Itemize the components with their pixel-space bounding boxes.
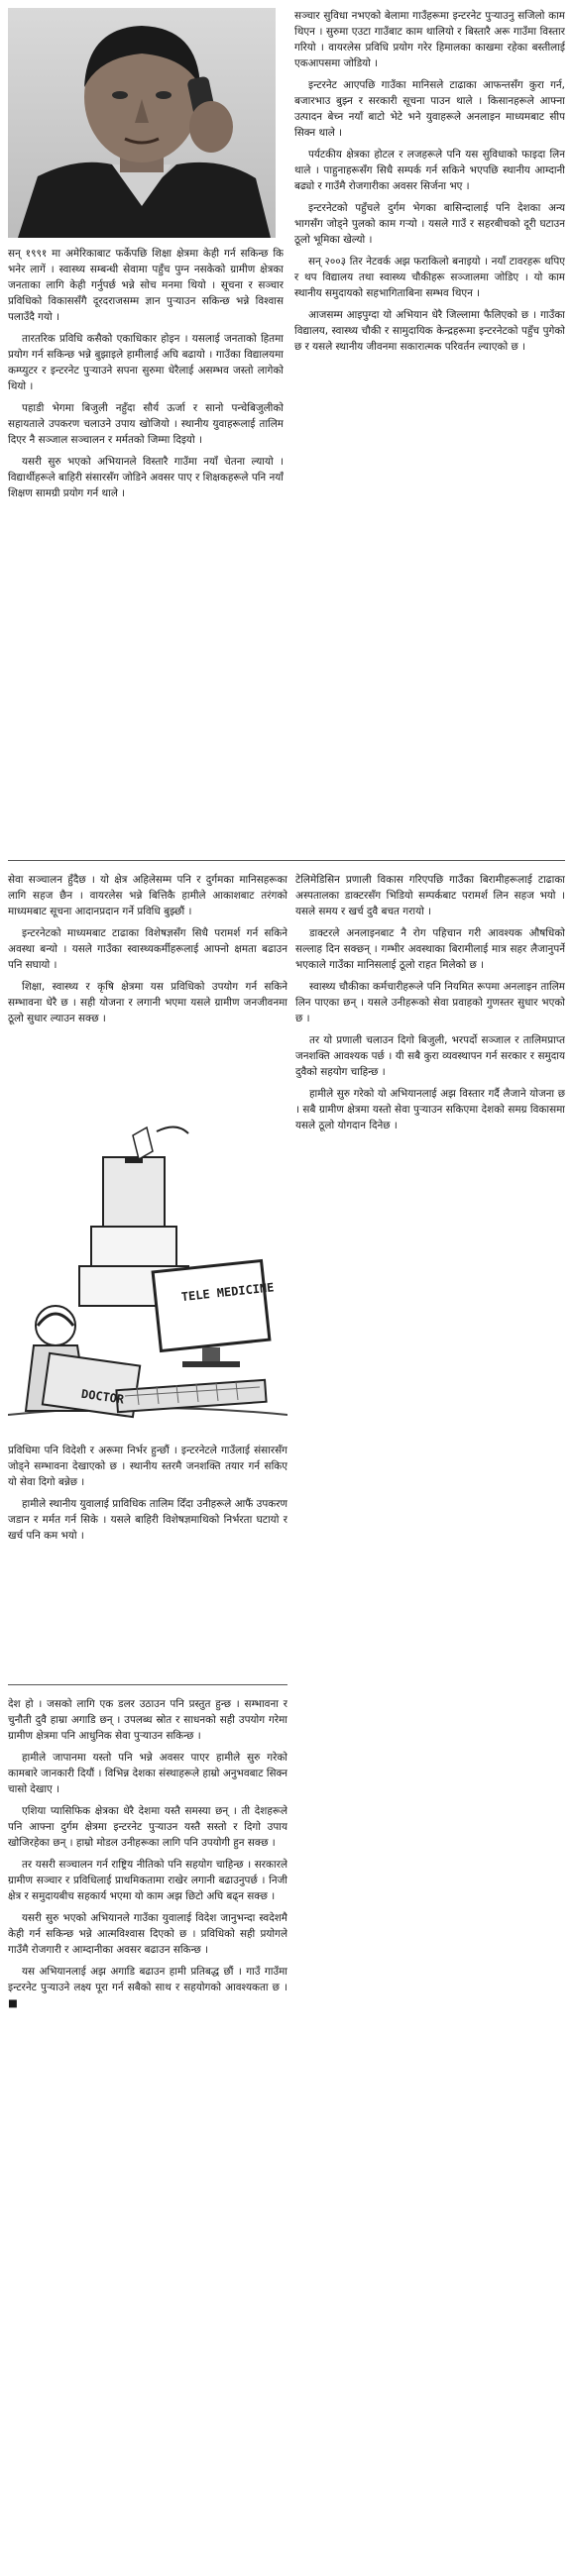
monitor-label: TELE MEDICINE: [180, 1280, 276, 1305]
paragraph: टेलिमेडिसिन प्रणाली विकास गरिएपछि गाउँका बिरामीहरूलाई टाढाका अस्पतालका डाक्टरसँग भिडियो सम्पर्कबाट परामर्श लिन सहज भयो । यसले समय र खर्च दुवै बचत गरायो ।: [295, 874, 565, 917]
paragraph: इन्टरनेट आएपछि गाउँका मानिसले टाढाका आफन्तसँग कुरा गर्न, बजारभाउ बुझ्न र सरकारी सूचना पाउन थाले । किसानहरूले आफ्ना उत्पादन बेच्न नयाँ बाटो भेटे भने युवाहरूले अनलाइन माध्यमबाट सीप सिक्न थाले ।: [294, 79, 565, 139]
paragraph: आजसम्म आइपुग्दा यो अभियान धेरै जिल्लामा फैलिएको छ । गाउँका विद्यालय, स्वास्थ्य चौकी र सामुदायिक केन्द्रहरूमा इन्टरनेटको पहुँच पुगेको छ र यसले स्थानीय जीवनमा सकारात्मक परिवर्तन ल्याएको छ ।: [294, 309, 565, 353]
cartoon-illustration: [8, 1118, 287, 1435]
section-divider: [8, 860, 565, 861]
paragraph: सञ्चार सुविधा नभएको बेलामा गाउँहरूमा इन्टरनेट पुर्‍याउनु सजिलो काम थिएन । सुरुमा एउटा गाउँबाट काम थालियो र बिस्तारै अरू गाउँमा विस्तार गरियो । वायरलेस प्रविधि प्रयोग गरेर हिमालका काखमा रहेका बस्तीलाई एकआपसमा जोडियो ।: [294, 10, 565, 69]
paragraph: पहाडी भेगमा बिजुली नहुँदा सौर्य ऊर्जा र सानो पन्चेबिजुलीको सहायताले उपकरण चलाउने उपाय खोजियो । स्थानीय युवाहरूलाई तालिम दिएर नै सञ्जाल सञ्चालन र मर्मतको जिम्मा दिइयो ।: [8, 402, 284, 446]
section-divider: [8, 1684, 287, 1685]
paragraph: एशिया प्यासिफिक क्षेत्रका धेरै देशमा यस्तै समस्या छन् । ती देशहरूले पनि आफ्ना दुर्गम क्षेत्रमा इन्टरनेट पुर्‍याउन यस्तै सस्तो र दिगो उपाय खोजिरहेका छन् । हाम्रो मोडल उनीहरूका लागि पनि उपयोगी हुन सक्छ ।: [8, 1805, 287, 1849]
laptop-label: DOCTOR: [80, 1386, 126, 1407]
intro-column-right: [294, 8, 565, 850]
paragraph: शिक्षा, स्वास्थ्य र कृषि क्षेत्रमा यस प्रविधिको उपयोग गर्न सकिने सम्भावना धेरै छ । सही योजना र लगानी भएमा यसले ग्रामीण जनजीवनमा ठूलो सुधार ल्याउन सक्छ ।: [8, 981, 287, 1024]
intro-column-left: [8, 246, 284, 850]
paragraph: इन्टरनेटको पहुँचले दुर्गम भेगका बासिन्दालाई पनि देशका अन्य भागसँग जोड्ने पुलको काम गर्‍यो । यसले गाउँ र सहरबीचको दूरी घटाउन ठूलो भूमिका खेल्यो ।: [294, 202, 565, 246]
paragraph: सन् १९९१ मा अमेरिकाबाट फर्केपछि शिक्षा क्षेत्रमा केही गर्न सकिन्छ कि भनेर लागें । स्वास्थ्य सम्बन्धी सेवामा पहुँच पुग्न नसकेको ग्रामीण क्षेत्रका जनताका लागि केही गर्नुपर्छ भन्ने सोच मनमा थियो । सूचना र सञ्चार प्रविधिको विकाससँगै दूरदराजसम्म ज्ञान पुर्‍याउन सकिन्छ भन्ने विश्वास पलाउँदै गयो ।: [8, 248, 284, 323]
middle-column-left: [8, 872, 287, 1110]
paragraph: तारतरिक प्रविधि कसैको एकाधिकार होइन । यसलाई जनताको हितमा प्रयोग गर्न सकिन्छ भन्ने बुझाइले हामीलाई अघि बढायो । गाउँका विद्यालयमा कम्प्युटर र इन्टरनेट पुर्‍याउने सपना सुरुमा धेरैलाई असम्भव जस्तो लागेको थियो ।: [8, 333, 284, 392]
paragraph: हामीले जापानमा यस्तो पनि भन्ने अवसर पाएर हामीले सुरु गरेको कामबारे जानकारी दियौं । विभिन्न देशका संस्थाहरूले हाम्रो अनुभवबाट सिक्न चासो देखाए ।: [8, 1752, 287, 1795]
paragraph: यसरी सुरु भएको अभियानले विस्तारै गाउँमा नयाँ चेतना ल्यायो । विद्यार्थीहरूले बाहिरी संसारसँग जोडिने अवसर पाए र शिक्षकहरूले पनि नयाँ शिक्षण सामग्री प्रयोग गर्न थाले ।: [8, 456, 284, 499]
paragraph: देश हो । जसको लागि एक डलर उठाउन पनि प्रस्तुत हुन्छ । सम्भावना र चुनौती दुवै हाम्रा अगाडि छन् । उपलब्ध स्रोत र साधनको सही उपयोग गरेमा ग्रामीण क्षेत्रमा पनि आधुनिक सेवा पुर्‍याउन सकिन्छ ।: [8, 1698, 287, 1742]
paragraph: यसरी सुरु भएको अभियानले गाउँका युवालाई विदेश जानुभन्दा स्वदेशमै केही गर्न सकिन्छ भन्ने आत्मविश्वास दिएको छ । प्रविधिको सही प्रयोगले गाउँमै रोजगारी र आम्दानीका अवसर बढाउन सकिन्छ ।: [8, 1912, 287, 1956]
paragraph: इन्टरनेटको माध्यमबाट टाढाका विशेषज्ञसँग सिधै परामर्श गर्न सकिने अवस्था बन्यो । यसले गाउँका स्वास्थ्यकर्मीहरूलाई आफ्नो क्षमता बढाउन पनि सघायो ।: [8, 927, 287, 971]
telemedicine-cartoon: [8, 1118, 287, 1435]
paragraph: पर्यटकीय क्षेत्रका होटल र लजहरूले पनि यस सुविधाको फाइदा लिन थाले । पाहुनाहरूसँग सिधै सम्पर्क गर्न सकिने भएपछि स्थानीय आम्दानी बढ्यो र गाउँमै रोजगारीका अवसर सिर्जना भए ।: [294, 149, 565, 192]
paragraph: यस अभियानलाई अझ अगाडि बढाउन हामी प्रतिबद्ध छौं । गाउँ गाउँमा इन्टरनेट पुर्‍याउने लक्ष्य पूरा गर्न सबैको साथ र सहयोगको आवश्यकता छ । ■: [8, 1966, 287, 2009]
paragraph: तर यो प्रणाली चलाउन दिगो बिजुली, भरपर्दो सञ्जाल र तालिमप्राप्त जनशक्ति आवश्यक पर्छ । यी सबै कुरा व्यवस्थापन गर्न सरकार र समुदाय दुवैको सहयोग चाहिन्छ ।: [295, 1034, 565, 1078]
paragraph: सेवा सञ्चालन हुँदैछ । यो क्षेत्र अहिलेसम्म पनि र दुर्गमका मानिसहरूका लागि सहज छैन । वायरलेस भन्ने बित्तिकै हामीले आकाशबाट तरंगको माध्यमबाट सूचना आदानप्रदान गर्ने प्रविधि बुझ्छौं ।: [8, 874, 287, 917]
paragraph: स्वास्थ्य चौकीका कर्मचारीहरूले पनि नियमित रूपमा अनलाइन तालिम लिन पाएका छन् । यसले उनीहरूको सेवा प्रवाहको गुणस्तर सुधार भएको छ ।: [295, 981, 565, 1024]
middle-column-left-lower: [8, 1443, 287, 1676]
paragraph: डाक्टरले अनलाइनबाट नै रोग पहिचान गरी आवश्यक औषधिको सल्लाह दिन सक्छन् । गम्भीर अवस्थाका बिरामीलाई मात्र सहर लैजानुपर्ने भएकाले गाउँका मानिसलाई ठूलो राहत मिलेको छ ।: [295, 927, 565, 971]
portrait-photo: [8, 8, 276, 238]
middle-column-right: [295, 872, 565, 1676]
portrait-image: [8, 8, 276, 238]
paragraph: हामीले सुरु गरेको यो अभियानलाई अझ विस्तार गर्दै लैजाने योजना छ । सबै ग्रामीण क्षेत्रमा यस्तो सेवा पुर्‍याउन सकिएमा देशको समग्र विकासमा यसले ठूलो योगदान दिनेछ ।: [295, 1088, 565, 1131]
paragraph: सन् २००३ तिर नेटवर्क अझ फराकिलो बनाइयो । नयाँ टावरहरू थपिए र थप विद्यालय तथा स्वास्थ्य चौकीहरू सञ्जालमा जोडिए । यो काम स्थानीय समुदायको सहभागिताबिना सम्भव थिएन ।: [294, 256, 565, 299]
paragraph: तर यसरी सञ्चालन गर्न राष्ट्रिय नीतिको पनि सहयोग चाहिन्छ । सरकारले ग्रामीण सञ्चार र प्रविधिलाई प्राथमिकतामा राखेर लगानी बढाउनुपर्छ । निजी क्षेत्र र समुदायबीच सहकार्य भएमा यो काम अझ छिटो अघि बढ्न सक्छ ।: [8, 1859, 287, 1902]
paragraph: हामीले स्थानीय युवालाई प्राविधिक तालिम दिँदा उनीहरूले आफैं उपकरण जडान र मर्मत गर्न सिके । यसले बाहिरी विशेषज्ञमाथिको निर्भरता घटायो र खर्च पनि कम भयो ।: [8, 1498, 287, 1542]
paragraph: प्रविधिमा पनि विदेशी र अरूमा निर्भर हुन्छौं । इन्टरनेटले गाउँलाई संसारसँग जोड्ने सम्भावना देखाएको छ । स्थानीय स्तरमै जनशक्ति तयार गर्न सकिए यो सेवा दिगो बन्नेछ ।: [8, 1445, 287, 1488]
bottom-column: [8, 1696, 287, 2568]
